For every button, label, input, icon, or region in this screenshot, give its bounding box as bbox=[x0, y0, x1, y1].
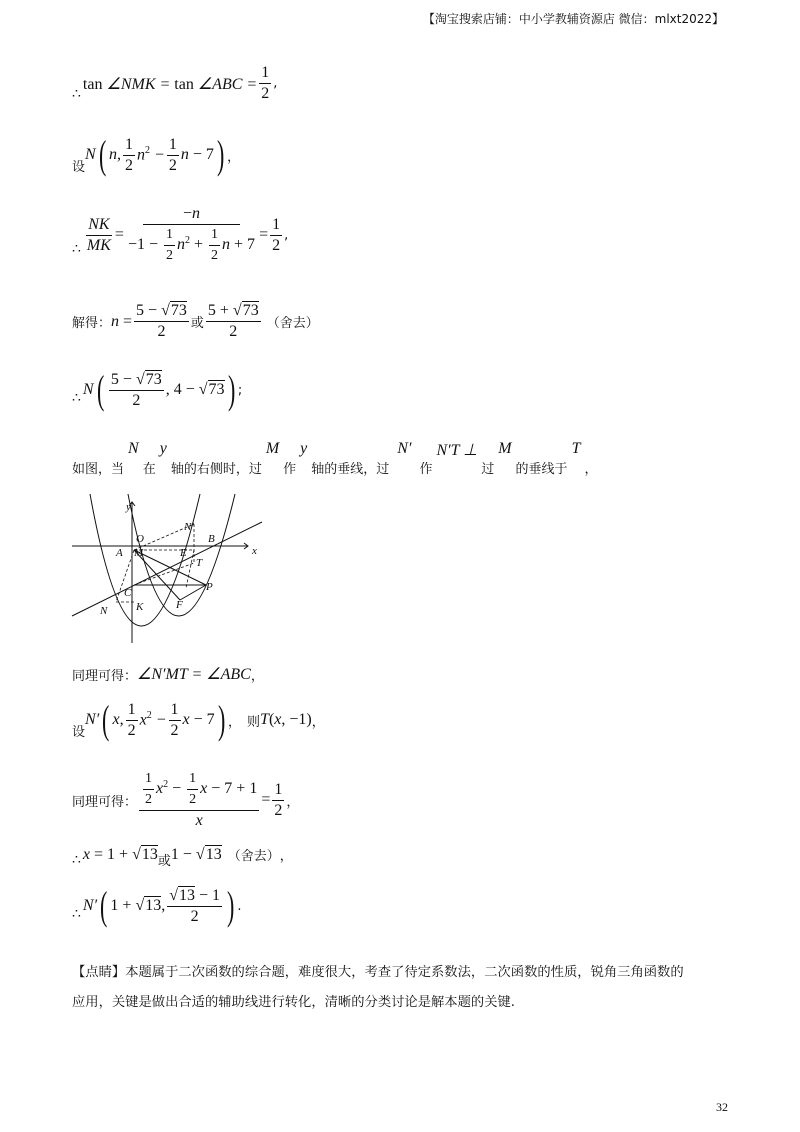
label-x: x bbox=[252, 545, 257, 557]
page-number: 32 bbox=[716, 1100, 728, 1114]
label-T: T bbox=[196, 557, 203, 569]
equation-tan: ∴ tan ∠NMK = tan ∠ABC = $\frac{1}{2}$ , bbox=[72, 64, 278, 102]
comment-label: 【点睛】 bbox=[72, 965, 126, 980]
header-text: 【淘宝搜索店铺：中小学教辅资源店 微信：mlxt2022】 bbox=[422, 12, 724, 26]
label-K: K bbox=[136, 601, 144, 613]
label-M: M bbox=[134, 547, 144, 559]
equation-n-prime-coords: ∴ N′ ( 1 + √13, $\frac{√13 - 1}{2}$ ) . bbox=[72, 883, 242, 928]
comment-paragraph: 【点睛】本题属于二次函数的综合题，难度很大，考查了待定系数法，二次函数的性质，锐角三角函数的 应用，关键是做出合适的辅助线进行转化，清晰的分类讨论是解本题的关键. bbox=[72, 965, 684, 1010]
therefore-symbol: ∴ bbox=[72, 87, 81, 102]
equation-solve-x: ∴ x = 1 + √13 或 1 − √13 （舍去） ， bbox=[72, 845, 293, 869]
label-O: O bbox=[136, 533, 144, 545]
label-B: B bbox=[208, 533, 215, 545]
label-P: P bbox=[206, 581, 213, 593]
equation-n-coords: ∴ N ( $\frac{5 - √73}{2}$ , 4 − √73 ) ; bbox=[72, 367, 243, 412]
label-y: y bbox=[126, 501, 131, 513]
equation-ratio: ∴ $\frac{NK}{MK}$ = −n −1 − $\frac{1}{2}$ $n^2$ + $\frac{1}{2}$ n + 7 = $\frac{1}{2}$ , bbox=[72, 205, 289, 263]
equation-set-n-prime: 设 N′ ( x, $\frac{1}{2}$ $x^2$ − $\frac{1}{2}$ x − 7 ) ， 则 T ( x , −1) ， bbox=[72, 697, 325, 742]
equation-angle: 同理可得： ∠N′MT = ∠ABC ， bbox=[72, 666, 264, 684]
label-N: N bbox=[100, 605, 108, 617]
figure-description: 如图，当 N 在 y 轴的右侧时，过 M 作 y 轴的垂线，过 N′ 作 N′T ⊥ 过 M 的垂线于 T ， bbox=[72, 440, 598, 477]
label-C: C bbox=[124, 587, 132, 599]
equation-solve-n: 解得： n = $\frac{5 - √73}{2}$ 或 $\frac{5 + √73}{2}$ （舍去） bbox=[72, 302, 319, 340]
label-A: A bbox=[116, 547, 123, 559]
equation-ratio-x: 同理可得： $\frac{1}{2}$ $x^2$ − $\frac{1}{2}$ x − 7 + 1 x = $\frac{1}{2}$ ， bbox=[72, 771, 300, 829]
label-F: F bbox=[176, 599, 183, 611]
label-E: E bbox=[180, 547, 187, 559]
equation-set-n: 设 N ( n, $\frac{1}{2}$ $n^2$ − $\frac{1}{2}$ n − 7 ) ， bbox=[72, 132, 241, 177]
parabola-figure bbox=[70, 488, 270, 648]
label-N-prime: N' bbox=[184, 521, 194, 533]
